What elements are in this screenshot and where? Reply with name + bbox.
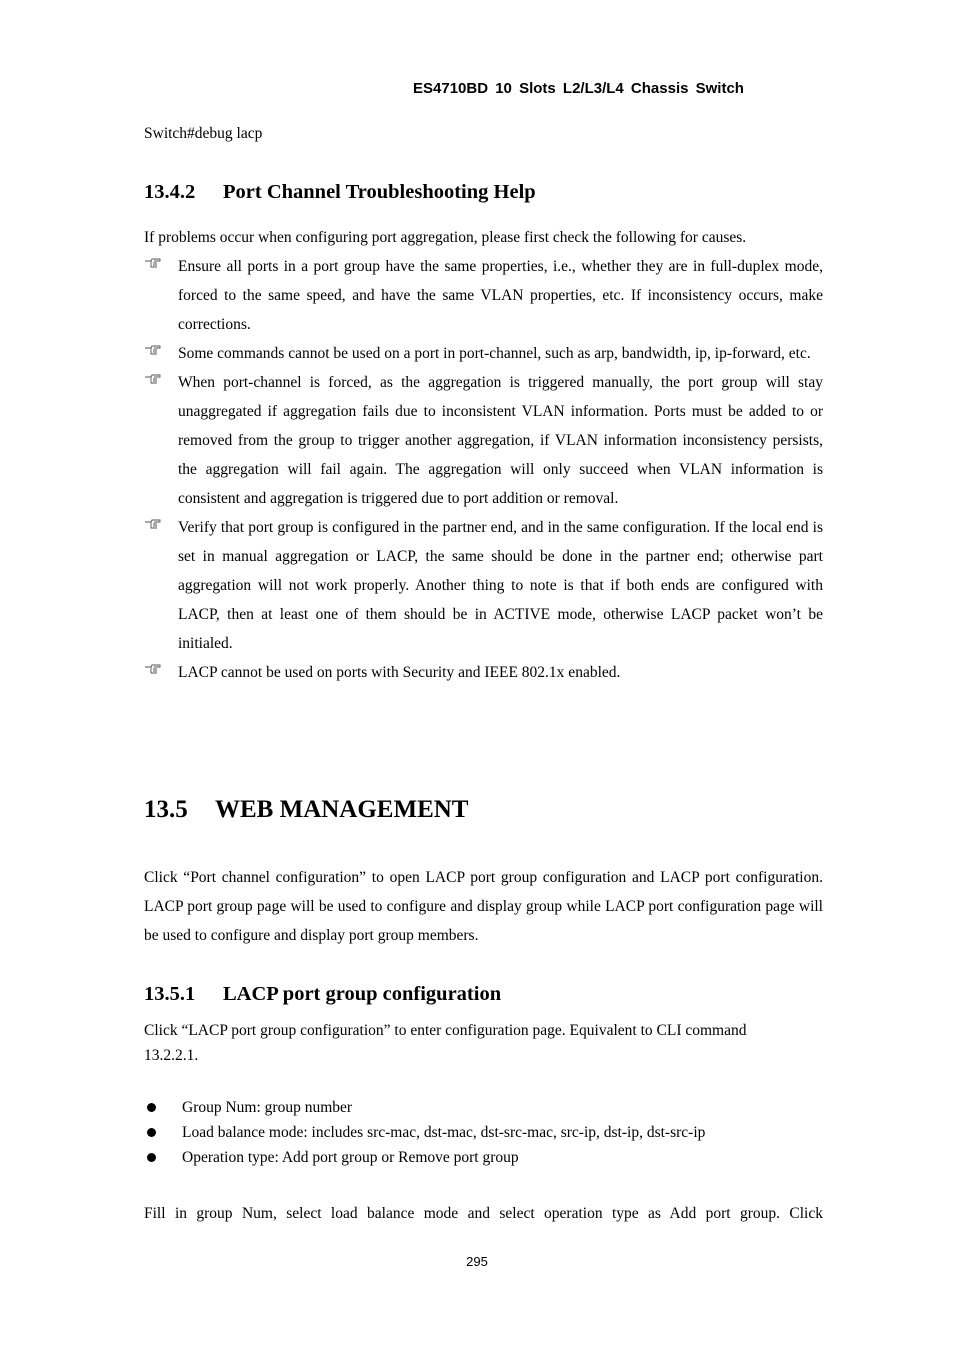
troubleshooting-list [144,252,823,687]
list-item [144,252,823,339]
web-management-paragraph: Click “Port channel configuration” to open LACP port group configuration and LACP port configuration. LACP port group page will be used to configure and display group while LACP port configuration page will be used to configure and display port group members. [144,869,823,944]
pointing-hand-icon [144,373,162,385]
bullet-dot-icon [147,1103,156,1112]
list-item [144,1120,705,1145]
section-heading-13-5-1 [144,983,501,1006]
troubleshooting-lead: If problems occur when configuring port aggregation, please first check the following for causes. [144,229,747,246]
list-item [144,1145,705,1170]
lacp-group-intro-line-2: 13.2.2.1. [144,1047,199,1064]
list-item-text: Verify that port group is configured in the partner end, and in the same configuration. If the local end is set in manual aggregation or LACP, the same should be done in the partner end; otherwise part aggregation will not work properly. Another thing to note is that if both ends are configured with LACP, then at least one of them should be in ACTIVE mode, otherwise LACP packet won’t be initialed. [178,519,823,652]
pointing-hand-icon [144,344,162,356]
list-item [144,1095,705,1120]
section-heading-13-5 [144,796,468,824]
pointing-hand-icon [144,518,162,530]
list-item [144,658,823,687]
pointing-hand-icon [144,663,162,675]
list-item [144,513,823,658]
page-number: 295 [466,1254,488,1269]
list-item [144,339,823,368]
running-header: ES4710BD 10 Slots L2/L3/L4 Chassis Switch [413,80,744,97]
list-item-text: LACP cannot be used on ports with Security and IEEE 802.1x enabled. [178,664,621,681]
bullet-dot-icon [147,1128,156,1137]
list-item-text: Ensure all ports in a port group have the same properties, i.e., whether they are in full-duplex mode, forced to the same speed, and have the same VLAN properties, etc. If inconsistency occurs, make corrections. [178,258,823,333]
closing-paragraph: Fill in group Num, select load balance mode and select operation type as Add port group. Click [144,1205,823,1222]
list-item-text: Operation type: Add port group or Remove port group [182,1149,519,1166]
list-item-text: When port-channel is forced, as the aggregation is triggered manually, the port group will stay unaggregated if aggregation fails due to inconsistent VLAN information. Ports must be added to or removed from the group to trigger another aggregation, if VLAN information inconsistency persists, the aggregation will fail again. The aggregation will only succeed when VLAN information is consistent and aggregation is triggered due to port addition or removal. [178,374,823,507]
cli-command-line: Switch#debug lacp [144,125,263,142]
section-heading-13-4-2 [144,181,536,204]
section-title: WEB MANAGEMENT [215,796,469,823]
section-number: 13.5 [144,796,188,823]
section-title: LACP port group configuration [223,983,502,1005]
lacp-group-intro [144,1018,823,1068]
list-item-text: Some commands cannot be used on a port in port-channel, such as arp, bandwidth, ip, ip-forward, etc. [178,345,811,362]
section-title: Port Channel Troubleshooting Help [223,181,536,203]
lacp-group-intro-line-1: Click “LACP port group configuration” to enter configuration page. Equivalent to CLI command [144,1022,747,1039]
pointing-hand-icon [144,257,162,269]
list-item [144,368,823,513]
section-number: 13.4.2 [144,181,196,203]
list-item-text: Load balance mode: includes src-mac, dst-mac, dst-src-mac, src-ip, dst-ip, dst-src-ip [182,1124,706,1141]
section-number: 13.5.1 [144,983,196,1005]
list-item-text: Group Num: group number [182,1099,353,1116]
bullet-dot-icon [147,1153,156,1162]
field-list [144,1095,705,1170]
